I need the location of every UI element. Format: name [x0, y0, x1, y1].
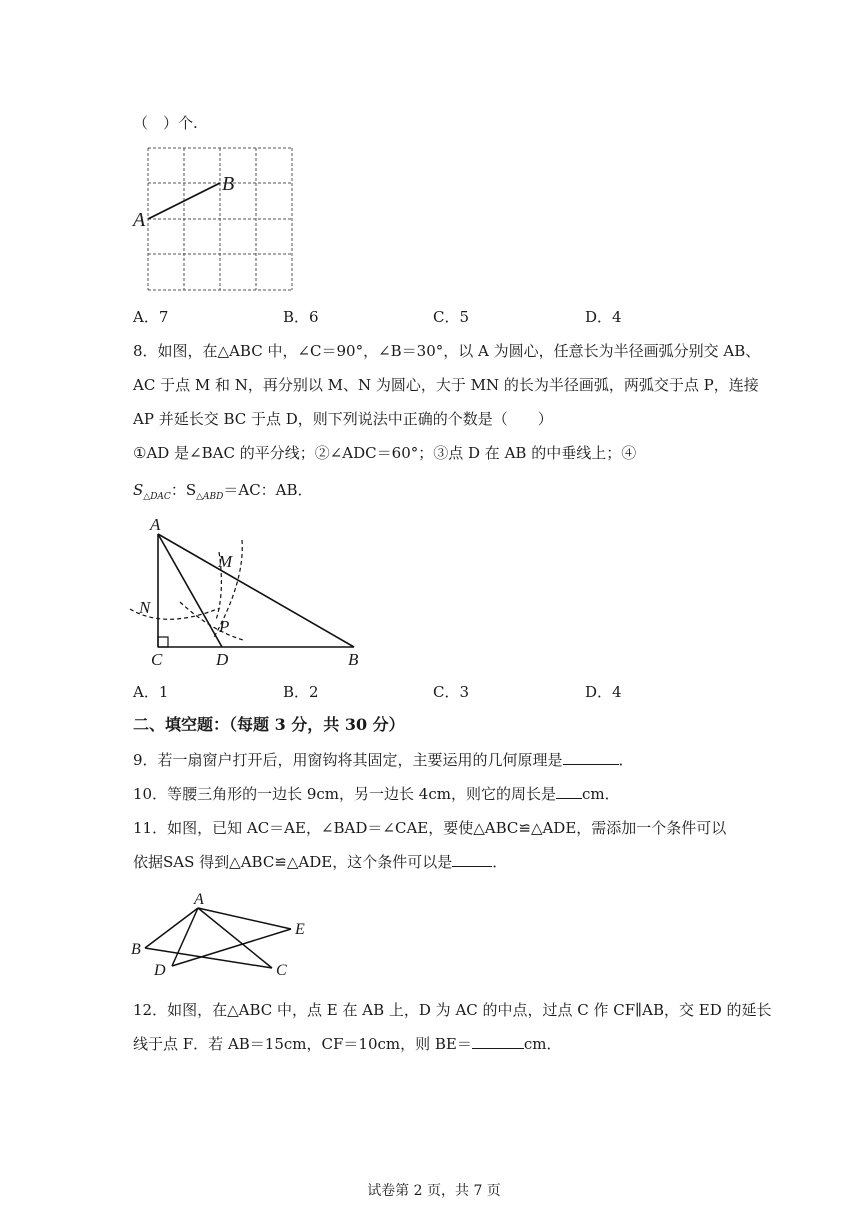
q11-question: 依据SAS 得到△ABC≌△ADE，这个条件可以是	[133, 853, 453, 871]
q12-end: cm．	[523, 1035, 562, 1053]
label-a: A	[194, 891, 204, 908]
right-angle-mark	[158, 637, 168, 647]
q8-triangle-figure	[125, 512, 375, 672]
q8-line-1: 8．如图，在△ABC 中，∠C＝90°，∠B＝30°，以 A 为圆心，任意长为半径画弧分别交 AB、	[133, 342, 761, 360]
label-c: C	[276, 962, 287, 979]
label-e: E	[295, 921, 305, 938]
q8-area-s1: S	[133, 481, 144, 499]
q8-line-2: AC 于点 M 和 N，再分别以 M、N 为圆心，大于 MN 的长为半径画弧，两弧交于点 P，连接	[133, 376, 759, 394]
q11-end: ．	[492, 853, 508, 871]
q12-line-1: 12．如图，在△ABC 中，点 E 在 AB 上，D 为 AC 的中点，过点 C 作 CF∥AB，交 ED 的延长	[133, 1001, 772, 1019]
q7-option-a: A．7	[133, 308, 169, 326]
q10-question: 10．等腰三角形的一边长 9cm，另一边长 4cm，则它的周长是	[133, 785, 556, 803]
q7-option-d: D．4	[585, 308, 622, 326]
q7-tail-text: （ ）个.	[133, 114, 198, 132]
label-b: B	[222, 173, 235, 195]
q8-line-4: ①AD 是∠BAC 的平分线；②∠ADC＝60°；③点 D 在 AB 的中垂线上；④	[133, 444, 637, 462]
label-b: B	[131, 941, 141, 958]
q8-option-b: B．2	[283, 683, 319, 701]
q10-end: cm．	[581, 785, 620, 803]
q10-answer-blank[interactable]	[556, 784, 582, 799]
q12-line-2	[133, 1034, 561, 1054]
q8-area-sub2: △ABD	[196, 492, 224, 502]
section-heading-fill-in: 二、填空题：（每题 3 分，共 30 分）	[133, 715, 405, 734]
q12-question: 线于点 F．若 AB＝15cm，CF＝10cm，则 BE＝	[133, 1035, 472, 1053]
q9-end: ．	[618, 751, 634, 769]
label-a: A	[133, 209, 146, 231]
q11-line-1: 11．如图，已知 AC＝AE，∠BAD＝∠CAE，要使△ABC≌△ADE，需添加一个条件可以	[133, 819, 727, 837]
label-a: A	[150, 515, 161, 534]
label-d: D	[216, 650, 229, 669]
arc-from-n	[180, 602, 243, 640]
label-b: B	[348, 650, 359, 669]
label-m: M	[218, 552, 233, 571]
label-n: N	[139, 598, 151, 617]
label-c: C	[151, 650, 163, 669]
q8-option-c: C．3	[433, 683, 470, 701]
q8-line-3: AP 并延长交 BC 于点 D，则下列说法中正确的个数是（ ）	[133, 410, 553, 428]
q8-area-sub1: △DAC	[143, 492, 171, 502]
q7-option-c: C．5	[433, 308, 470, 326]
q8-line-5	[133, 480, 313, 507]
q11-line-2	[133, 852, 507, 872]
label-p: P	[219, 617, 230, 636]
q8-option-d: D．4	[585, 683, 622, 701]
q9-text	[133, 750, 634, 770]
q9-answer-blank[interactable]	[563, 750, 619, 765]
q11-answer-blank[interactable]	[452, 852, 492, 867]
q12-answer-blank[interactable]	[472, 1034, 524, 1049]
q9-question: 9．若一扇窗户打开后，用窗钩将其固定，主要运用的几何原理是	[133, 751, 563, 769]
label-d: D	[154, 962, 166, 979]
q8-option-a: A．1	[133, 683, 169, 701]
q8-area-end: ＝AC：AB．	[223, 481, 313, 499]
q7-option-b: B．6	[283, 308, 319, 326]
q7-grid-figure	[130, 140, 300, 300]
q11-figure	[125, 886, 325, 986]
q10-text	[133, 784, 620, 804]
q8-area-mid: ：S	[170, 481, 197, 499]
page-footer: 试卷第 2 页，共 7 页	[367, 1183, 501, 1199]
